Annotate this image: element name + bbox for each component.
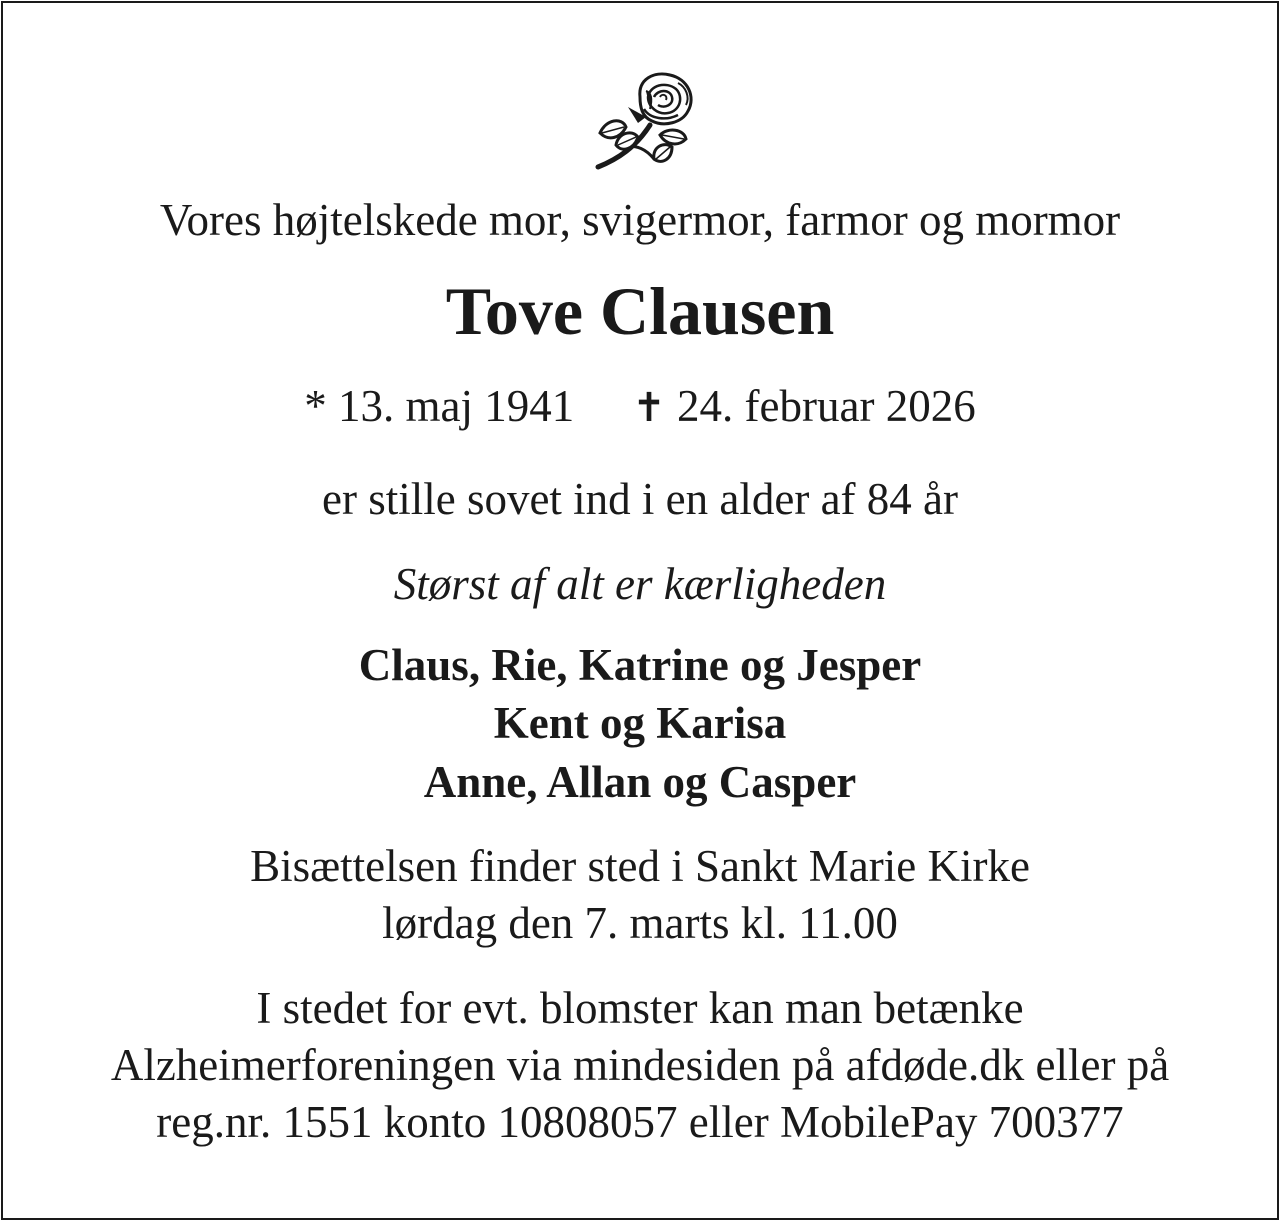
birth-date: * 13. maj 1941 xyxy=(304,381,575,431)
intro-line: Vores højtelskede mor, svigermor, farmor og mormor xyxy=(159,195,1121,245)
family-line: Anne, Allan og Casper xyxy=(423,757,857,807)
age-line: er stille sovet ind i en alder af 84 år xyxy=(321,474,959,524)
cross-icon: ✝ xyxy=(632,385,666,430)
quote-line: Størst af alt er kærligheden xyxy=(393,559,887,609)
dates-line xyxy=(3,381,1277,431)
death-date: 24. februar 2026 xyxy=(677,381,976,431)
rose-icon xyxy=(588,67,698,171)
donation-line: I stedet for evt. blomster kan man betænke xyxy=(256,983,1024,1033)
donation-line: reg.nr. 1551 konto 10808057 eller MobilePay 700377 xyxy=(156,1097,1124,1147)
funeral-line: lørdag den 7. marts kl. 11.00 xyxy=(382,898,898,948)
funeral-line: Bisættelsen finder sted i Sankt Marie Kirke xyxy=(250,841,1030,891)
deceased-name: Tove Clausen xyxy=(445,273,835,349)
donation-line: Alzheimerforeningen via mindesiden på afdøde.dk eller på xyxy=(110,1040,1170,1090)
family-line: Kent og Karisa xyxy=(493,698,787,748)
family-line: Claus, Rie, Katrine og Jesper xyxy=(358,640,922,690)
obituary-notice xyxy=(1,1,1279,1220)
